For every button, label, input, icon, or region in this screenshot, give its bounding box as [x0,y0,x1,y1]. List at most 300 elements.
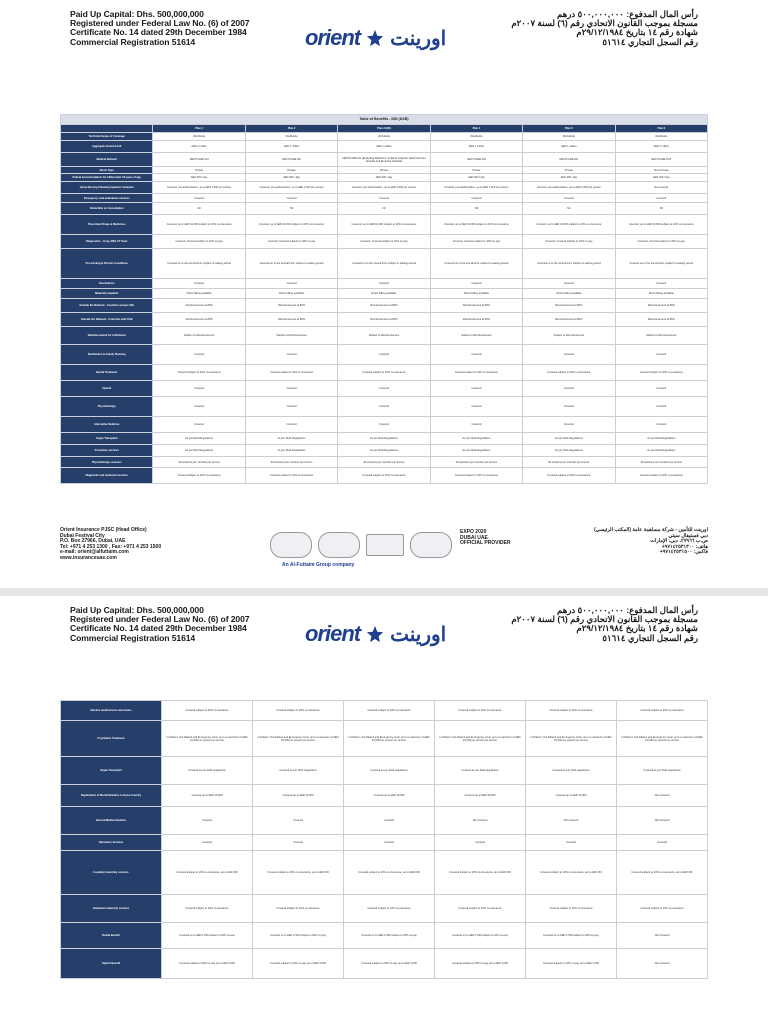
benefit-cell: Covered subject to 10% co-insurance [162,895,253,923]
table-row [61,721,708,757]
benefit-cell: NEXTCARE RN [430,153,522,167]
footer-line: www.insuranceuae.com [60,554,117,561]
benefit-cell: Covered subject to 20% co-insurance [523,365,615,381]
benefit-cell: Covered [245,381,337,397]
benefit-cell: Covered up to the annual limit; subject to waiting period [615,249,707,279]
benefit-cell: Nil [523,203,615,215]
benefit-cell: Covered [162,807,253,835]
table-row [61,701,708,721]
benefit-cell: Covered subject to 20% co-insurance [617,701,708,721]
row-label: Diagnostic and treatment services [61,468,153,484]
benefit-cell: Covered [245,279,337,289]
rating-badge-icon [366,534,404,556]
benefit-cell: Covered [245,417,337,433]
benefit-cell: Covered subject to 20% co-insurance [615,468,707,484]
benefit-cell: Covered as per DHA regulations [526,757,617,785]
benefit-cell: Covered subject to 10% co-insurance, up to AED 150 [162,851,253,895]
benefit-cell: Covered [523,345,615,365]
plan-header: Plan 1 [153,125,245,133]
benefit-cell: Covered [617,835,708,851]
footer-line-ar: اورينت للتأمين - شركة مساهمة عامة (المكتب الرئيسي) [594,527,708,533]
benefit-cell: Covered, up to AED 10,000 subject to 10% co-insurance [153,215,245,235]
benefit-cell: AED 150 / day [615,174,707,182]
benefit-cell: AED 1 million [338,141,430,153]
benefit-cell: Covered [153,345,245,365]
benefit-cell: Reimbursement at 80% [245,313,337,327]
table-row [61,445,708,457]
table-row [61,194,708,203]
row-label: Outside the Network - Countries with UAE [61,313,153,327]
row-label: Room Type [61,167,153,174]
benefit-cell: In-Patient, Out-Patient and Emergency cover up to a maximum of AED 10,000 per person per annum [526,721,617,757]
table-row [61,365,708,381]
benefit-cell: Covered, pre-authorization, up to AED 1,500 per person [245,182,337,194]
iso-badge-icon [270,532,312,558]
expo-logo [460,530,552,558]
benefit-cell: Reimbursement at 80% [615,313,707,327]
benefit-cell: Covered up to the annual limit; subject to waiting period [245,249,337,279]
expo-subtitle: DUBAI UAE [460,534,488,541]
benefit-cell: Reimbursement at 80% [245,299,337,313]
table-row [61,313,708,327]
benefit-cell: Not Covered [435,807,526,835]
benefit-cell: Covered [253,835,344,851]
benefit-cell: Covered subject to 10% co-insurance [435,895,526,923]
benefit-cell: Covered up to the annual limit; subject to waiting period [153,249,245,279]
award-badge-icon [410,532,452,558]
benefit-cell: Covered subject to 20% co-insurance [162,701,253,721]
benefit-cell: Covered, Covered subject to 10% co-pay [523,235,615,249]
row-label: Optometry Services [61,835,162,851]
expo-title: EXPO 2020 [460,529,487,535]
letterhead-arabic [511,606,698,643]
benefit-cell: Direct billing available [523,289,615,299]
footer-line: Dubai Festival City [60,532,105,539]
benefit-cell: Covered [615,279,707,289]
benefit-cell: As per DHA Regulations [430,433,522,445]
row-label: Pre-existing & Chronic Conditions [61,249,153,279]
benefit-cell: As per DHA Regulations [153,445,245,457]
benefit-cell: Covered [615,397,707,417]
benefit-cell: As per DHA Regulations [338,433,430,445]
table-row [61,174,708,182]
registration-line: Commercial Registration 51614 [70,632,196,643]
benefit-cell: Covered subject to 20% co-pay up to AED 1,000 [162,949,253,979]
registration-line: Commercial Registration 51614 [70,36,196,47]
benefit-cell: Covered [153,381,245,397]
table-row [61,851,708,895]
benefit-cell: Not covered [615,182,707,194]
law-line: Registered under Federal Law No. (6) of 2007 [70,614,250,625]
footer-line-ar: فاكس: ٩٧١٤٢٥٣١٥٠٠+ [659,549,708,556]
row-label: Preventive services [61,445,153,457]
page-2 [0,596,768,1024]
row-label: Outpatient maternity services [61,895,162,923]
table-row [61,203,708,215]
row-label: Maternity Inpatient [61,289,153,299]
benefit-cell: Covered subject to 20% co-insurance [430,365,522,381]
benefit-cell: Covered up to AED 10,000 [526,785,617,807]
table-row [61,167,708,174]
benefit-cell: Reimbursement at 80% [338,313,430,327]
benefit-cell: Covered [435,835,526,851]
row-label: Dental Benefit [61,923,162,949]
benefit-cell: Covered [430,345,522,365]
benefit-cell: Direct billing available [430,289,522,299]
benefit-cell: Covered [430,381,522,397]
benefit-cell: As per DHA Regulations [245,445,337,457]
benefit-cell: Worldwide [245,133,337,141]
plan-header: Plan 2 [245,125,337,133]
benefit-cell: As per DHA Regulations [615,433,707,445]
benefit-cell: Nil [245,203,337,215]
benefit-cell: Covered subject to 10% co-insurance, up to AED 150 [344,851,435,895]
benefit-cell: Covered subject to 20% co-insurance [435,701,526,721]
table-row [61,279,708,289]
row-label: Elective medical tests and exams [61,701,162,721]
footer-line-ar: ص.ب ٢٧٩٦٦، دبي، الإمارات [650,538,708,545]
benefit-cell: Covered subject to 20% co-pay up to AED 1,000 [344,949,435,979]
row-label: Sterilization & Family Planning [61,345,153,365]
benefit-cell: AED 300 / day [430,174,522,182]
benefit-cell: NEXTCARE RN [245,153,337,167]
benefit-cell: Nil [153,203,245,215]
benefit-cell: Private [153,167,245,174]
certificate-line-ar: شهادة رقم ١٤ بتاريخ ٢٩/١٢/١٩٨٤م [576,27,698,38]
benefit-cell: As per DHA Regulations [615,445,707,457]
table-row [61,249,708,279]
table-row [61,417,708,433]
benefit-cell: In-Patient, Out-Patient and Emergency cover up to a maximum of AED 10,000 per person per annum [435,721,526,757]
benefit-cell: Not Covered [526,807,617,835]
benefit-cell: AED 1 million [523,141,615,153]
benefit-cell: NEXTCARE GN [523,153,615,167]
benefit-cell: Not Covered [617,949,708,979]
table-row [61,182,708,194]
table-row [61,457,708,468]
table-row [61,433,708,445]
benefit-cell: AED 300 / day [338,174,430,182]
benefit-cell: Covered up to the annual limit; subject to waiting period [338,249,430,279]
row-label: Physiotherapy sessions [61,457,153,468]
benefit-cell: Covered [153,417,245,433]
plan-header: Plan 3 (ER) [338,125,430,133]
benefit-cell: Covered subject to 20% co-insurance [338,468,430,484]
benefit-cell: In-Patient, Out-Patient and Emergency cover up to a maximum of AED 10,000 per person per annum [253,721,344,757]
benefit-cell: As per DHA Regulations [338,445,430,457]
table-row [61,785,708,807]
benefit-cell: Covered, pre-authorization, up to AED 1,500 per person [430,182,522,194]
row-label: Alternative Medicine [61,417,153,433]
group-member-text: An Al-Futtaim Group company [282,562,355,568]
benefit-cell: Covered [153,397,245,417]
benefit-cell: Covered [338,397,430,417]
table-row [61,949,708,979]
benefit-cell: Covered [344,835,435,851]
letterhead-english [70,606,249,643]
row-label: Organ Transplant [61,433,153,445]
law-line-ar: مسجلة بموجب القانون الاتحادي رقم (٦) لسنة ٢٠٠٧م [511,614,698,625]
benefit-cell: Reimbursement at 80% [523,299,615,313]
benefit-cell: Covered, pre-authorization, up to AED 1,500 per person [523,182,615,194]
footer-address-ar [594,528,708,556]
benefit-cell: Covered [523,397,615,417]
row-label: Vaccinations [61,279,153,289]
row-label: Reimbursement for In-Network [61,327,153,345]
benefit-cell: AED 1 million [615,141,707,153]
benefit-cell: Covered [523,381,615,397]
row-label: Optical [61,381,153,397]
benefit-cell: Semi-Private [615,167,707,174]
logo-text-en: orient [305,621,361,646]
benefit-cell: Subject to Reimbursement [153,327,245,345]
benefit-cell: Covered, Covered subject to 10% co-pay [338,235,430,249]
benefit-cell: Covered subject to 20% co-insurance [526,701,617,721]
footer-line-ar: هاتف: ٩٧١٤٢٥٣١٣٠٠+ [661,543,708,550]
benefit-cell: NEXTCARE GN (Excluding Mediclinic, Al Zahra Hospital, Saudi German Hospital and Emirates Hospital) [338,153,430,167]
benefit-cell: Covered as per DHA regulations [344,757,435,785]
row-label: Territorial Scope of Coverage [61,133,153,141]
benefit-cell: Covered subject to 20% co-pay up to AED 1,000 [526,949,617,979]
table-title-row [61,115,708,125]
benefit-cell: 30 sessions per member per annum [338,457,430,468]
benefit-cell: Covered subject to 10% co-insurance [344,895,435,923]
table-row [61,235,708,249]
benefit-cell: Subject to Reimbursement [245,327,337,345]
benefit-cell: AED 1 million [153,141,245,153]
benefit-cell: Covered subject to 10% co-insurance, up to AED 150 [617,851,708,895]
row-label: Physiotherapy [61,397,153,417]
benefit-cell: Direct billing available [615,289,707,299]
logo-text-ar: اورينت [390,27,447,50]
benefit-cell: Reimbursement at 80% [430,313,522,327]
table-title: Table of Benefits - IND (DXB) [61,115,708,125]
benefit-cell: Covered, up to AED 10,000 subject to 10% co-insurance [245,215,337,235]
benefit-cell: Covered subject to 20% co-insurance [615,365,707,381]
table-row [61,345,708,365]
benefit-cell: Reimbursement at 80% [523,313,615,327]
benefit-cell: Covered [615,194,707,203]
benefit-cell: Covered [338,345,430,365]
row-label: Organ Transplant [61,757,162,785]
benefit-cell: Direct billing available [153,289,245,299]
letterhead [0,596,768,696]
benefit-cell: Covered [245,397,337,417]
benefit-cell: Covered up to AED 1,500 subject to 20% co-pay [526,923,617,949]
law-line: Registered under Federal Law No. (6) of 2007 [70,18,250,29]
benefit-cell: Nil [338,203,430,215]
benefit-cell: Covered, Covered subject to 10% co-pay [615,235,707,249]
benefit-cell: Covered, up to AED 10,000 subject to 10% co-insurance [430,215,522,235]
footer-line: e-mail: orient@alfuttaim.com [60,549,129,556]
benefit-cell: Not Covered [617,807,708,835]
benefit-cell: Covered [523,194,615,203]
benefit-cell: Covered subject to 20% co-insurance [153,365,245,381]
benefit-cell: 30 sessions per member per annum [615,457,707,468]
plan-header: Plan 6 [615,125,707,133]
benefit-cell: Private [523,167,615,174]
benefit-cell: Covered up to AED 10,000 [435,785,526,807]
law-line-ar: مسجلة بموجب القانون الاتحادي رقم (٦) لسنة ٢٠٠٧م [511,18,698,29]
benefit-cell: As per DHA Regulations [245,433,337,445]
certification-badges [270,532,452,558]
benefit-cell: Covered [153,194,245,203]
benefit-cell: AED 1 million [245,141,337,153]
table-row [61,807,708,835]
benefit-cell: NEXTCARE GN [153,153,245,167]
table-header-row [61,125,708,133]
logo-text-en: orient [305,25,361,50]
benefit-cell: Covered [523,279,615,289]
table-row [61,835,708,851]
benefit-cell: Covered [430,194,522,203]
benefit-cell: In-Patient, Out-Patient and Emergency cover up to a maximum of AED 10,000 per person per annum [162,721,253,757]
benefit-cell: Nil [430,203,522,215]
benefit-cell: 30 sessions per member per annum [430,457,522,468]
benefit-cell: Private [430,167,522,174]
benefit-cell: As per DHA Regulations [430,445,522,457]
benefit-cell: Subject to Reimbursement [430,327,522,345]
star-icon [366,625,384,643]
benefit-cell: Covered subject to 10% co-insurance, up to AED 150 [253,851,344,895]
benefit-cell: Covered subject to 20% co-insurance [153,468,245,484]
plan-header: Plan 5 [523,125,615,133]
benefit-cell: Covered [338,279,430,289]
row-label: Prescribed Drugs & Medicines [61,215,153,235]
benefit-cell: Covered [430,279,522,289]
cert-badge-icon [318,532,360,558]
table-row [61,397,708,417]
benefit-cell: Subject to Reimbursement [338,327,430,345]
star-icon [366,29,384,47]
certificate-line-ar: شهادة رقم ١٤ بتاريخ ٢٩/١٢/١٩٨٤م [576,623,698,634]
capital-line: Paid Up Capital: Dhs. 500,000,000 [70,605,204,615]
benefit-cell: Nil [615,203,707,215]
benefit-cell: Covered subject to 20% co-insurance [253,701,344,721]
benefit-cell: Covered up to the annual limit; subject to waiting period [430,249,522,279]
benefit-cell: Covered subject to 20% co-insurance [344,701,435,721]
benefit-cell: Covered as per DHA regulations [617,757,708,785]
benefit-cell: Covered up to AED 1,500 subject to 20% co-pay [162,923,253,949]
table-row [61,757,708,785]
benefit-cell: Covered up to AED 1,500 subject to 20% co-pay [253,923,344,949]
benefit-cell: Covered [615,345,707,365]
benefit-cell: Covered [338,381,430,397]
footer-line: P.O. Box 27966, Dubai, UAE [60,538,126,545]
logo-text-ar: اورينت [390,623,447,646]
company-logo [305,621,446,647]
page-separator [0,588,768,596]
benefit-cell: Direct billing available [338,289,430,299]
registration-line-ar: رقم السجل التجاري ٥١٦١٤ [602,632,698,643]
table-row [61,215,708,235]
plan-header: Plan 4 [430,125,522,133]
footer-address-en [60,528,161,562]
benefit-cell: Covered up to AED 1,500 subject to 20% co-pay [435,923,526,949]
benefit-cell: AED 1 million [430,141,522,153]
benefit-cell: Covered [253,807,344,835]
benefit-cell: Covered subject to 20% co-insurance [430,468,522,484]
capital-line-ar: رأس المال المدفوع: ٥٠٠,٠٠٠,٠٠٠ درهم [556,605,698,615]
benefit-cell: Covered [344,807,435,835]
footer-line: Tel: +971 4 253 1300 , Fax: +971 4 253 1500 [60,543,162,550]
benefits-table-continued [60,700,708,979]
capital-line-ar: رأس المال المدفوع: ٥٠٠,٠٠٠,٠٠٠ درهم [556,9,698,19]
table-row [61,327,708,345]
benefit-cell: Covered, Covered subject to 10% co-pay [153,235,245,249]
certificate-line: Certificate No. 14 dated 29th December 1984 [70,623,247,634]
benefit-cell: Not Covered [617,785,708,807]
benefit-cell: Covered [162,835,253,851]
row-label: Emergency road ambulance services [61,194,153,203]
benefit-cell: Covered [338,194,430,203]
benefit-cell: Covered up to the annual limit; subject to waiting period [523,249,615,279]
row-label: Repatriation of Mortal Remains to Home Country [61,785,162,807]
benefit-cell: Covered [338,417,430,433]
benefit-cell: Covered [615,417,707,433]
benefit-cell: As per DHA Regulations [153,433,245,445]
header-corner-cell [61,125,153,133]
row-label: Second Medical Opinion [61,807,162,835]
benefit-cell: Covered subject to 20% co-insurance [523,468,615,484]
benefit-cell: Worldwide [430,133,522,141]
benefit-cell: Covered, pre-authorization, up to AED 1,500 per person [338,182,430,194]
benefit-cell: Covered up to AED 10,000 [344,785,435,807]
benefit-cell: Covered [615,381,707,397]
benefit-cell: Covered as per DHA regulations [162,757,253,785]
benefit-cell: Covered subject to 10% co-insurance [617,895,708,923]
benefit-cell: Covered up to AED 10,000 [162,785,253,807]
row-label: Dental Treatment [61,365,153,381]
benefit-cell: Covered [430,417,522,433]
benefit-cell: Covered up to AED 1,500 subject to 20% co-pay [344,923,435,949]
benefit-cell: Covered, Covered subject to 10% co-pay [245,235,337,249]
registration-line-ar: رقم السجل التجاري ٥١٦١٤ [602,36,698,47]
table-row [61,895,708,923]
benefit-cell: Reimbursement at 80% [430,299,522,313]
benefit-cell: Covered subject to 10% co-insurance, up to AED 150 [526,851,617,895]
benefit-cell: Covered [245,345,337,365]
table-row [61,153,708,167]
row-label: Patient Accommodation for Child under 18 years of age [61,174,153,182]
benefit-cell: Reimbursement at 80% [153,313,245,327]
benefit-cell: Direct billing available [245,289,337,299]
expo-partner: OFFICIAL PROVIDER [460,540,511,546]
certificate-line: Certificate No. 14 dated 29th December 1984 [70,27,247,38]
row-label: Outside the Network - Countries except UAE [61,299,153,313]
row-label: In-patient maternity services [61,851,162,895]
benefit-cell: Worldwide [153,133,245,141]
benefit-cell: Subject to Reimbursement [615,327,707,345]
row-label: Diagnostics - X-ray, MRI, CT Scan [61,235,153,249]
benefit-cell: In-Patient, Out-Patient and Emergency cover up to a maximum of AED 10,000 per person per annum [344,721,435,757]
table-row [61,468,708,484]
benefit-cell: Worldwide [615,133,707,141]
benefit-cell: Covered subject to 20% co-insurance [338,365,430,381]
benefit-cell: In-Patient, Out-Patient and Emergency cover up to a maximum of AED 10,000 per person per annum [617,721,708,757]
benefit-cell: Covered up to AED 10,000 [253,785,344,807]
benefit-cell: Worldwide [338,133,430,141]
benefit-cell: AED 300 / day [523,174,615,182]
benefit-cell: Covered subject to 20% co-pay up to AED 1,000 [253,949,344,979]
row-label: Optical Benefit [61,949,162,979]
benefit-cell: AED 300 / day [245,174,337,182]
benefit-cell: Covered, up to AED 10,000 subject to 10% co-insurance [338,215,430,235]
benefit-cell: Covered subject to 10% co-insurance [253,895,344,923]
benefit-cell: Private [245,167,337,174]
capital-line: Paid Up Capital: Dhs. 500,000,000 [70,9,204,19]
benefit-cell: NEXTCARE PCP [615,153,707,167]
